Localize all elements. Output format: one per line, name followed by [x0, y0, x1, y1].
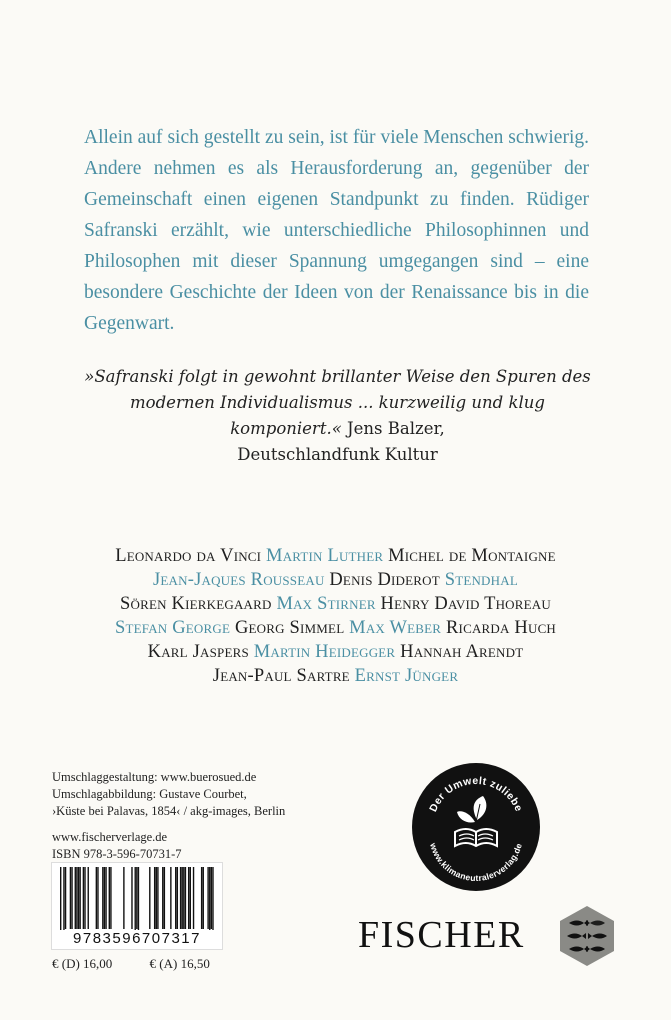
- badge-top-text: Der Umwelt zuliebe: [427, 774, 525, 814]
- philosopher-name: Martin Heidegger: [253, 642, 396, 662]
- credit-design: Umschlaggestaltung: www.buerosued.de: [52, 770, 257, 784]
- blurb-text: Allein auf sich gestellt zu sein, ist für viele Menschen schwierig. Andere nehmen es als Herausforderung an, gegenüber der Gemeinschaft einen eigenen Standpunkt zu finden. Rüdiger Safranski erzählt, wie unterschiedliche Philosophinnen und Philosophen mit dieser Spannung umgegangen sind – eine besondere Geschichte der Ideen von der Renaissance bis in die Gegenwart.: [84, 127, 589, 334]
- names-line: [60, 592, 611, 616]
- price-austria: € (A) 16,50: [149, 956, 210, 971]
- philosopher-name: Max Weber: [349, 618, 442, 638]
- credits: [52, 769, 382, 863]
- philosopher-name: Karl Jaspers: [147, 642, 249, 662]
- names-line: [60, 544, 611, 568]
- fischer-fish-logo: [557, 905, 617, 967]
- philosopher-name: Stendhal: [444, 570, 518, 590]
- philosopher-names: [60, 544, 611, 688]
- blurb: [84, 122, 589, 339]
- isbn: ISBN 978-3-596-70731-7: [52, 847, 182, 861]
- press-quote: [80, 364, 595, 468]
- philosopher-name: Stefan George: [114, 618, 231, 638]
- quote-author: Jens Balzer,: [347, 419, 445, 438]
- philosopher-name: Hannah Arendt: [400, 642, 524, 662]
- philosopher-name: Ernst Jünger: [354, 666, 459, 686]
- philosopher-name: Michel de Montaigne: [388, 546, 556, 566]
- barcode: [51, 862, 223, 950]
- names-line: [60, 640, 611, 664]
- names-line: [60, 568, 611, 592]
- philosopher-name: Ricarda Huch: [446, 618, 557, 638]
- publisher-name: FISCHER: [358, 914, 525, 956]
- badge-bottom-text: www.klimaneutralerverlag.de: [428, 841, 524, 884]
- publisher-website: www.fischerverlage.de: [52, 830, 168, 844]
- philosopher-name: Denis Diderot: [329, 570, 440, 590]
- credit-image: Umschlagabbildung: Gustave Courbet,: [52, 787, 247, 801]
- philosopher-name: Henry David Thoreau: [380, 594, 551, 614]
- philosopher-name: Martin Luther: [266, 546, 384, 566]
- climate-neutral-badge: [411, 762, 541, 892]
- barcode-digits: 9783596707317: [54, 930, 220, 947]
- philosopher-name: Max Stirner: [276, 594, 376, 614]
- credit-image-source: ›Küste bei Palavas, 1854‹ / akg-images, Berlin: [52, 804, 286, 818]
- names-line: [60, 664, 611, 688]
- philosopher-name: Jean-Jaques Rousseau: [153, 570, 325, 590]
- quote-source: Deutschlandfunk Kultur: [237, 445, 438, 464]
- prices: [52, 956, 232, 972]
- quote-text: »Safranski folgt in gewohnt brillanter Weise den Spuren des modernen Individualismus ... kurzweilig und klug komponiert.«: [84, 367, 591, 438]
- philosopher-name: Jean-Paul Sartre: [212, 666, 350, 686]
- philosopher-name: Sören Kierkegaard: [120, 594, 272, 614]
- names-line: [60, 616, 611, 640]
- price-germany: € (D) 16,00: [52, 956, 113, 971]
- philosopher-name: Georg Simmel: [234, 618, 345, 638]
- philosopher-name: Leonardo da Vinci: [115, 546, 262, 566]
